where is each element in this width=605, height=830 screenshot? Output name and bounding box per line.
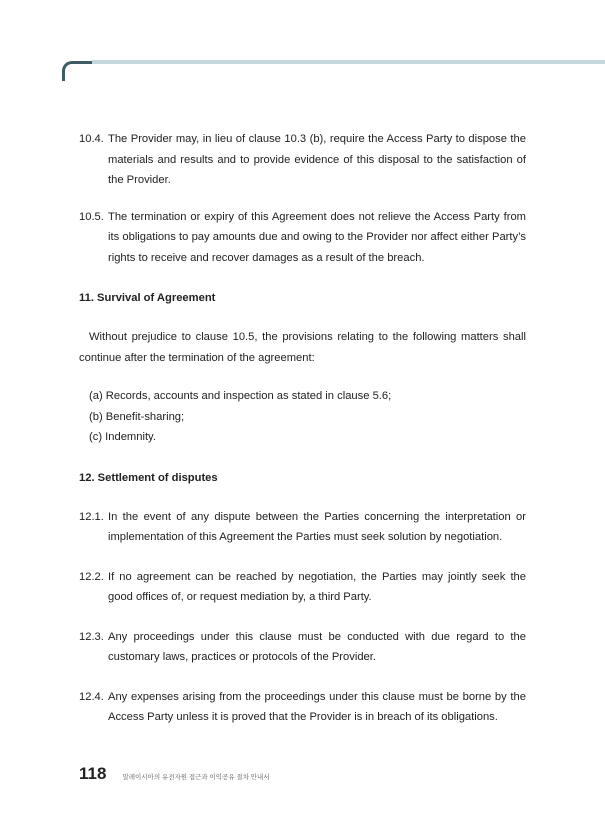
running-title: 말레이시아의 유전자원 접근과 이익공유 절차 안내서 <box>122 774 270 781</box>
clause-number: 12.4. <box>79 690 104 703</box>
list-item: (a) Records, accounts and inspection as stated in clause 5.6; <box>89 390 392 402</box>
survival-intro: Without prejudice to clause 10.5, the provisions relating to the following matters shall continue after the termination of the agreement: <box>79 331 526 364</box>
clause-number: 10.4. <box>79 133 104 145</box>
clause-number: 12.2. <box>79 570 104 583</box>
clause-text: The termination or expiry of this Agreement does not relieve the Access Party from its obligations to pay amounts due and owing to the Provider nor affect either Party’s rights to receive and recover damages as a result of the breach. <box>108 210 526 264</box>
list-item: (c) Indemnity. <box>89 431 156 443</box>
clause-text: In the event of any dispute between the Parties concerning the interpretation or implementation of this Agreement the Parties must seek solution by negotiation. <box>108 510 526 543</box>
corner-bracket-decoration <box>62 61 92 81</box>
clause-12-2 <box>79 567 526 608</box>
clause-10-5 <box>79 207 526 269</box>
clause-number: 10.5. <box>79 210 104 223</box>
list-item: (b) Benefit-sharing; <box>89 410 185 423</box>
section-heading-disputes: 12. Settlement of disputes <box>79 471 218 484</box>
page-number: 118 <box>79 764 107 783</box>
clause-text: Any proceedings under this clause must be conducted with due regard to the customary laws, practices or protocols of the Provider. <box>108 630 526 663</box>
clause-number: 12.3. <box>79 630 104 643</box>
header-rule <box>92 60 605 64</box>
section-heading-survival: 11. Survival of Agreement <box>79 292 216 304</box>
survival-list <box>79 386 526 448</box>
page-content <box>79 129 526 728</box>
clause-12-1 <box>79 507 526 548</box>
clause-10-4 <box>79 129 526 191</box>
clause-12-3 <box>79 627 526 668</box>
clause-text: If no agreement can be reached by negotiation, the Parties may jointly seek the good offices of, or request mediation by, a third Party. <box>108 570 526 603</box>
clause-12-4 <box>79 687 526 728</box>
clause-text: The Provider may, in lieu of clause 10.3 (b), require the Access Party to dispose the materials and results and to provide evidence of this disposal to the satisfaction of the Provider. <box>108 133 526 186</box>
page-footer <box>79 764 270 784</box>
clause-number: 12.1. <box>79 510 104 523</box>
clause-text: Any expenses arising from the proceedings under this clause must be borne by the Access Party unless it is proved that the Provider is in breach of its obligations. <box>108 690 526 723</box>
